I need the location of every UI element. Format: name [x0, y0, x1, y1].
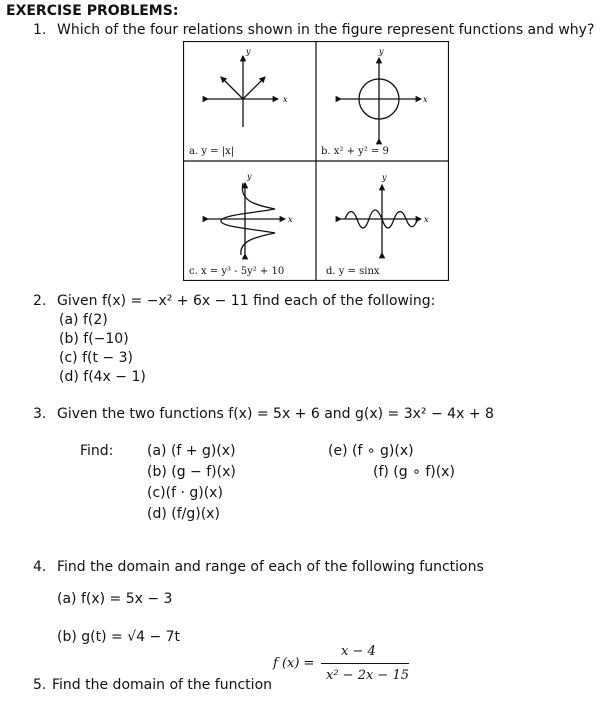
panel-a-x-label: x — [283, 95, 288, 104]
q3-item-a: (a) (f + g)(x) — [147, 443, 236, 459]
q2-number: 2. — [33, 293, 47, 309]
q5-function-lhs: f (x) = — [273, 656, 315, 671]
relations-figure — [183, 41, 449, 281]
q2-item-b: (b) f(−10) — [59, 331, 129, 347]
q3-item-f: (f) (g ∘ f)(x) — [373, 464, 455, 480]
q2-item-c: (c) f(t − 3) — [59, 350, 133, 366]
q3-number: 3. — [33, 406, 47, 422]
q4-item-b: (b) g(t) = √4 − 7t — [57, 629, 181, 645]
panel-b-caption: b. x² + y² = 9 — [321, 146, 389, 157]
q2-item-d: (d) f(4x − 1) — [59, 369, 146, 385]
q5-text: Find the domain of the function — [52, 677, 273, 693]
q2-text: Given f(x) = −x² + 6x − 11 find each of the following: — [57, 293, 436, 309]
panel-c-caption: c. x = y³ - 5y² + 10 — [189, 266, 285, 277]
panel-d-x-label: x — [424, 215, 429, 224]
panel-a-y-label: y — [246, 47, 251, 56]
panel-b-x-label: x — [423, 95, 428, 104]
q3-item-b: (b) (g − f)(x) — [147, 464, 236, 480]
page-title: EXERCISE PROBLEMS: — [6, 3, 179, 19]
q4-item-a: (a) f(x) = 5x − 3 — [57, 591, 173, 607]
panel-d-y-label: y — [382, 173, 387, 182]
panel-b-y-label: y — [379, 47, 384, 56]
q3-find-label: Find: — [80, 443, 114, 459]
panel-c-graph — [208, 172, 293, 255]
q5-numerator: x − 4 — [341, 644, 376, 659]
q5-fraction-bar — [321, 663, 409, 664]
panel-c-x-label: x — [288, 215, 293, 224]
q5-number: 5. — [33, 677, 47, 693]
panel-d-caption: d. y = sinx — [326, 266, 380, 277]
panel-c-y-label: y — [247, 172, 252, 181]
q4-number: 4. — [33, 559, 47, 575]
q2-item-a: (a) f(2) — [59, 312, 108, 328]
panel-b-graph — [341, 47, 428, 139]
q3-item-e: (e) (f ∘ g)(x) — [328, 443, 414, 459]
q1-number: 1. — [33, 22, 47, 38]
q5-denominator: x² − 2x − 15 — [326, 668, 410, 683]
panel-a-caption: a. y = |x| — [189, 146, 235, 157]
q1-text: Which of the four relations shown in the figure represent functions and why? — [57, 22, 595, 38]
q3-text: Given the two functions f(x) = 5x + 6 and g(x) = 3x² − 4x + 8 — [57, 406, 494, 422]
q4-text: Find the domain and range of each of the following functions — [57, 559, 484, 575]
panel-d-graph — [341, 173, 429, 253]
q3-item-c: (c)(f · g)(x) — [147, 485, 223, 501]
panel-a-graph — [208, 47, 288, 127]
q3-item-d: (d) (f/g)(x) — [147, 506, 220, 522]
